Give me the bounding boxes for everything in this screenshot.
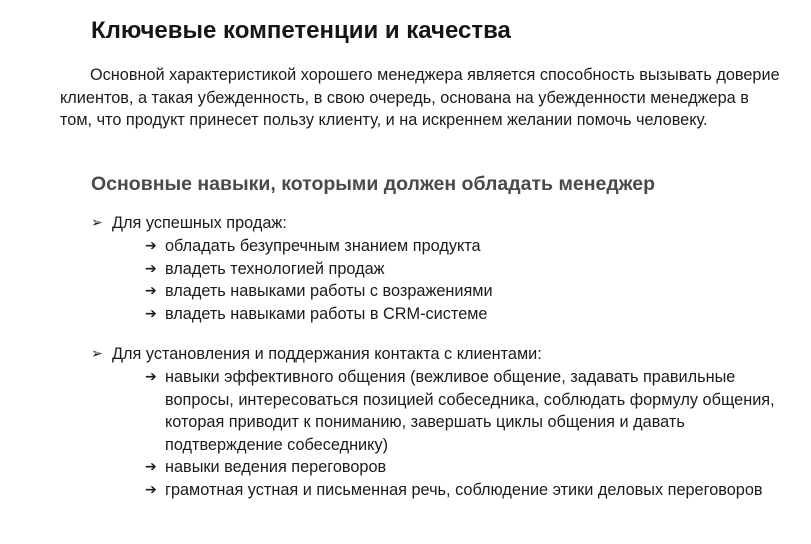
list-item <box>145 303 791 326</box>
list-item-text: грамотная устная и письменная речь, соблюдение этики деловых переговоров <box>165 480 763 499</box>
arrow-right-icon: ➔ <box>145 459 157 476</box>
arrow-right-icon: ➔ <box>145 260 157 277</box>
list-item <box>145 456 791 479</box>
skills-subheading: Основные навыки, которыми должен обладать менеджер <box>91 173 656 195</box>
arrow-right-icon: ➔ <box>145 305 157 322</box>
list-item-text: навыки ведения переговоров <box>165 458 387 477</box>
skills-list <box>145 235 791 325</box>
list-item-text: обладать безупречным знанием продукта <box>165 237 481 255</box>
list-item <box>145 280 791 303</box>
list-item <box>145 235 791 258</box>
arrowhead-bullet-icon: ➢ <box>91 346 103 362</box>
list-item <box>145 479 791 502</box>
arrowhead-bullet-icon: ➢ <box>91 215 103 231</box>
arrow-right-icon: ➔ <box>145 369 157 385</box>
list-item-text: владеть технологией продаж <box>165 259 385 278</box>
list-item <box>145 258 791 281</box>
section-heading <box>91 212 791 235</box>
page-title: Ключевые компетенции и качества <box>91 17 511 44</box>
section-sales <box>91 212 791 325</box>
section-title: Для установления и поддержания контакта с клиентами: <box>112 345 542 363</box>
section-contact <box>91 343 791 502</box>
skills-list <box>145 366 791 502</box>
intro-paragraph: Основной характеристикой хорошего менеджера является способность вызывать доверие клиентов, а такая убежденность, в свою очередь, основана на убежденности менеджера в том, что продукт принесет пользу клиенту, и на искреннем желании помочь человеку. <box>60 66 780 129</box>
section-title: Для успешных продаж: <box>112 214 287 232</box>
list-item-text: навыки эффективного общения (вежливое общение, задавать правильные вопросы, интересоваться позицией собеседника, соблюдать формулу общения, которая приводит к пониманию, завершать циклы общения и давать подтверждение собеседнику) <box>165 368 775 454</box>
arrow-right-icon: ➔ <box>145 238 157 254</box>
section-heading <box>91 343 791 366</box>
arrow-right-icon: ➔ <box>145 283 157 300</box>
list-item <box>145 366 791 456</box>
list-item-text: владеть навыками работы в CRM-системе <box>165 304 488 323</box>
arrow-right-icon: ➔ <box>145 481 157 498</box>
list-item-text: владеть навыками работы с возражениями <box>165 282 493 301</box>
